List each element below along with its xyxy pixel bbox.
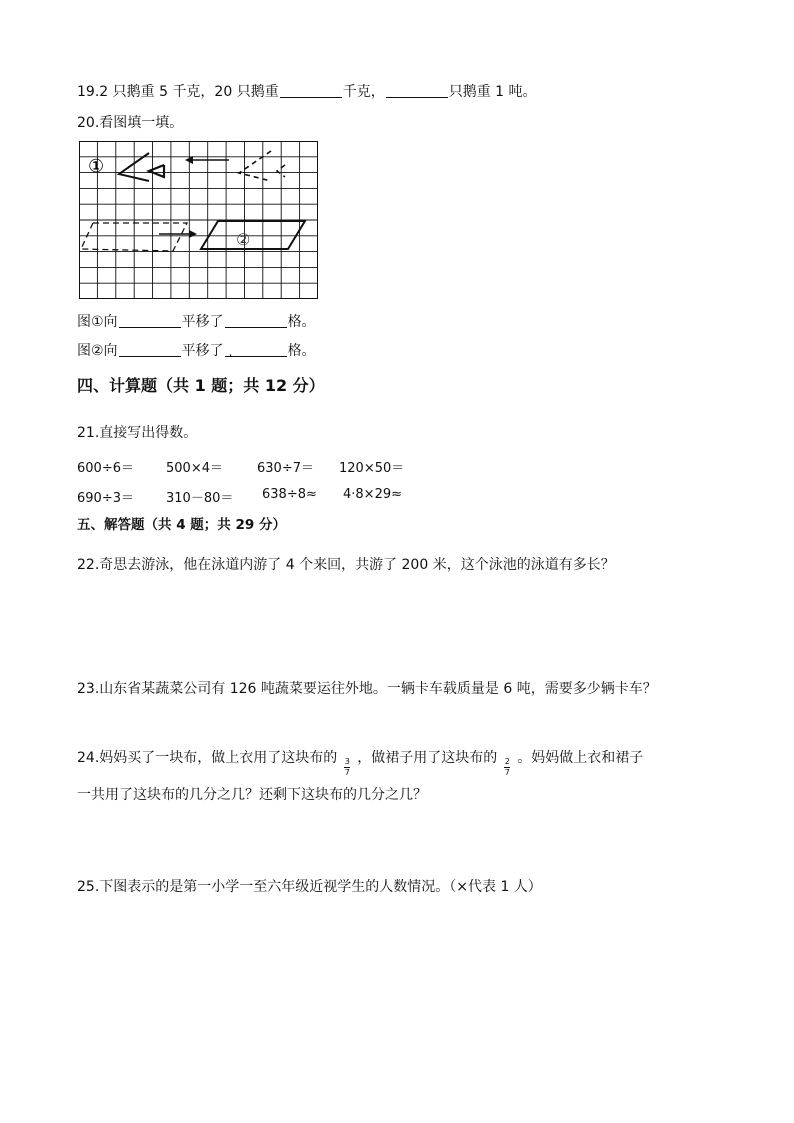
q20-fill1-suffix: 格。 bbox=[287, 314, 316, 330]
fraction-numerator: 2 bbox=[504, 757, 510, 766]
calc-item: 638÷8≈ bbox=[262, 487, 317, 502]
q20-fill2-blank-direction[interactable] bbox=[119, 342, 181, 357]
fraction-2-7 bbox=[504, 758, 510, 777]
calc-item: 310－80＝ bbox=[166, 491, 234, 506]
calc-item: 690÷3＝ bbox=[77, 491, 134, 506]
q19-blank-1[interactable] bbox=[280, 83, 342, 98]
q20-fill1-prefix: 图①向 bbox=[77, 314, 118, 330]
q19-blank-2[interactable] bbox=[386, 83, 448, 98]
q19-text-1: 19.2 只鹅重 5 千克，20 只鹅重 bbox=[77, 84, 279, 100]
q20-fill2-blank-count[interactable] bbox=[225, 342, 287, 357]
fraction-denominator: 7 bbox=[504, 768, 510, 777]
shape-1-dashed bbox=[239, 151, 285, 181]
right-arrow bbox=[159, 230, 197, 238]
calc-item: 630÷7＝ bbox=[257, 461, 314, 476]
q20-fill2-middle: 平移了 bbox=[181, 343, 224, 359]
q20-fill1-middle: 平移了 bbox=[181, 314, 224, 330]
question-19 bbox=[77, 82, 537, 102]
fraction-numerator: 3 bbox=[344, 757, 350, 766]
question-23: 23.山东省某蔬菜公司有 126 吨蔬菜要运往外地。一辆卡车载质量是 6 吨，需要多少辆卡车？ bbox=[77, 681, 657, 697]
q20-fill2-suffix: 格。 bbox=[287, 343, 316, 359]
question-24-line-1 bbox=[77, 748, 643, 777]
q24-text-1: 24.妈妈买了一块布，做上衣用了这块布的 bbox=[77, 750, 338, 766]
question-24-line-2: 一共用了这块布的几分之几？还剩下这块布的几分之几？ bbox=[77, 787, 427, 803]
calc-item: 120×50＝ bbox=[339, 461, 405, 476]
question-25: 25.下图表示的是第一小学一至六年级近视学生的人数情况。（×代表 1 人） bbox=[77, 879, 542, 895]
shape-2-solid bbox=[201, 221, 305, 249]
q24-text-2: ，做裙子用了这块布的 bbox=[357, 750, 498, 766]
section-4-heading: 四、计算题（共 1 题；共 12 分） bbox=[77, 376, 325, 395]
calc-item: 4·8×29≈ bbox=[343, 487, 403, 502]
section-5-heading: 五、解答题（共 4 题；共 29 分） bbox=[77, 517, 286, 533]
translation-grid-figure bbox=[79, 141, 319, 300]
q20-title: 20.看图填一填。 bbox=[77, 115, 184, 131]
fraction-denominator: 7 bbox=[344, 768, 350, 777]
q20-fill2-prefix: 图②向 bbox=[77, 343, 118, 359]
fraction-3-7 bbox=[344, 758, 350, 777]
q20-fill-2 bbox=[77, 341, 316, 361]
q21-title: 21.直接写出得数。 bbox=[77, 425, 198, 441]
question-22: 22.奇思去游泳，他在泳道内游了 4 个来回，共游了 200 米，这个泳池的泳道有多长？ bbox=[77, 557, 615, 573]
calc-item: 600÷6＝ bbox=[77, 461, 134, 476]
q24-text-3: 。妈妈做上衣和裙子 bbox=[517, 750, 644, 766]
q20-fill-1 bbox=[77, 312, 316, 332]
q20-fill1-blank-count[interactable] bbox=[225, 313, 287, 328]
q19-text-3: 只鹅重 1 吨。 bbox=[448, 84, 537, 100]
shape-2-label: ② bbox=[236, 230, 251, 249]
q20-fill1-blank-direction[interactable] bbox=[119, 313, 181, 328]
calc-item: 500×4＝ bbox=[166, 461, 223, 476]
q19-text-2: 千克， bbox=[342, 84, 385, 100]
shape-1-label: ① bbox=[88, 156, 105, 177]
